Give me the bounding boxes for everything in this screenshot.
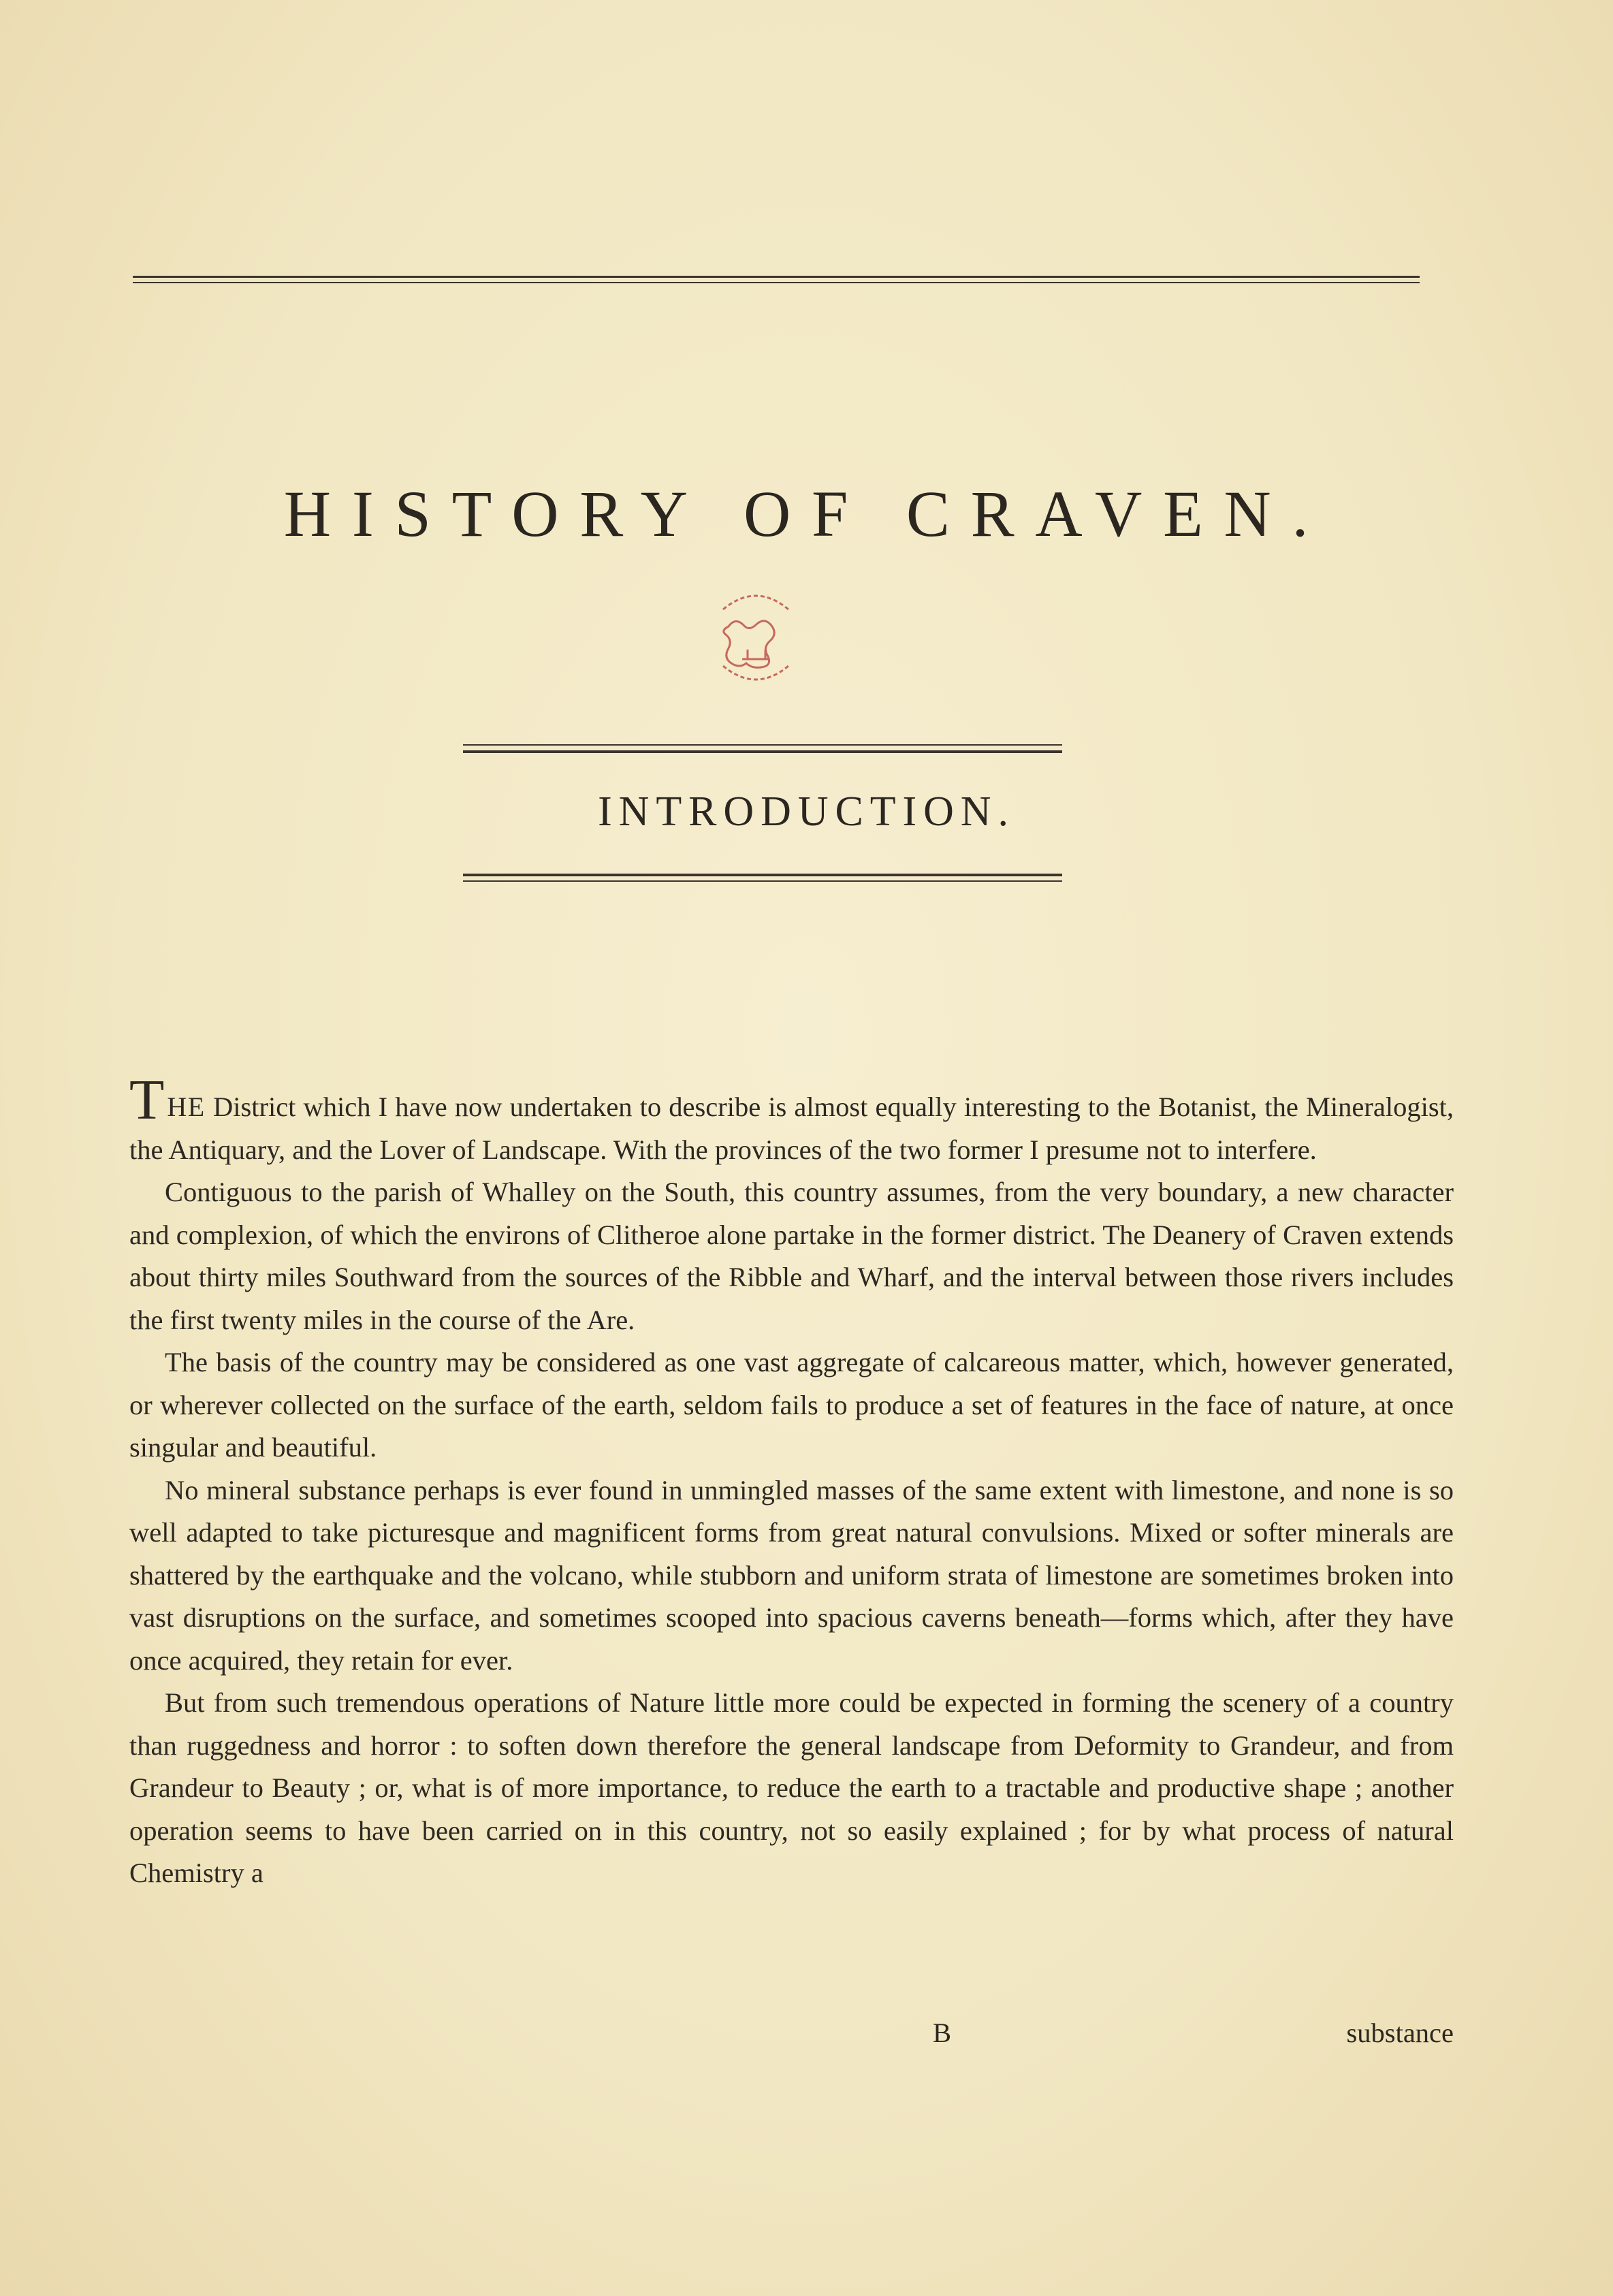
- rule-line: [463, 880, 1062, 882]
- rule-line: [133, 282, 1420, 283]
- drop-cap: T: [129, 1068, 165, 1132]
- paragraph: But from such tremendous operations of Nature little more could be expected in forming the scenery of a country than ruggedness and horror : to soften down therefore the general landscape from Deformity to Grandeur, and from Grandeur to Beauty ; or, what is of more importance, to reduce the earth to a tractable and productive shape ; another operation seems to have been carried on in this country, not so easily explained ; for by what process of natural Chemistry a: [129, 1687, 1454, 1888]
- page-title: HISTORY OF CRAVEN.: [283, 477, 1330, 550]
- page-footer: [129, 2012, 1454, 2060]
- paragraph: The basis of the country may be considered as one vast aggregate of calcareous matter, which, however generated, or wherever collected on the surface of the earth, seldom fails to produce a set of features in the face of nature, at once singular and beautiful.: [129, 1347, 1454, 1463]
- paragraph-text: District which I have now undertaken to describe is almost equally interesting to the Botanist, the Mineralogist, the Antiquary, and the Lover of Landscape. With the provinces of the two former I presume not to interfere.: [129, 1091, 1454, 1165]
- library-stamp-icon: [708, 579, 803, 695]
- rule-line: [463, 744, 1062, 746]
- paragraph: [129, 1068, 1454, 1171]
- rule-line: [133, 276, 1420, 278]
- rule-line: [463, 750, 1062, 753]
- paragraph: No mineral substance perhaps is ever found in unmingled masses of the same extent with limestone, and none is so well adapted to take picturesque and magnificent forms from great natural convulsions. Mixed or softer minerals are shattered by the earthquake and the volcano, while stubborn and uniform strata of limestone are sometimes broken into vast disruptions on the surface, and sometimes scooped into spacious caverns beneath—forms which, after they have once acquired, they retain for ever.: [129, 1474, 1454, 1676]
- signature-mark: B: [933, 2018, 952, 2048]
- paragraph: Contiguous to the parish of Whalley on the South, this country assumes, from the very boundary, a new character and complexion, of which the environs of Clitheroe alone partake in the former district. The Deanery of Craven extends about thirty miles Southward from the sources of the Ribble and Wharf, and the interval between those rivers includes the first twenty miles in the course of the Are.: [129, 1177, 1454, 1335]
- rule-line: [463, 874, 1062, 876]
- catchword: substance: [1346, 2018, 1454, 2048]
- body-text: [129, 1068, 1454, 1895]
- lead-in: HE: [167, 1091, 206, 1122]
- section-title: INTRODUCTION.: [598, 788, 1015, 835]
